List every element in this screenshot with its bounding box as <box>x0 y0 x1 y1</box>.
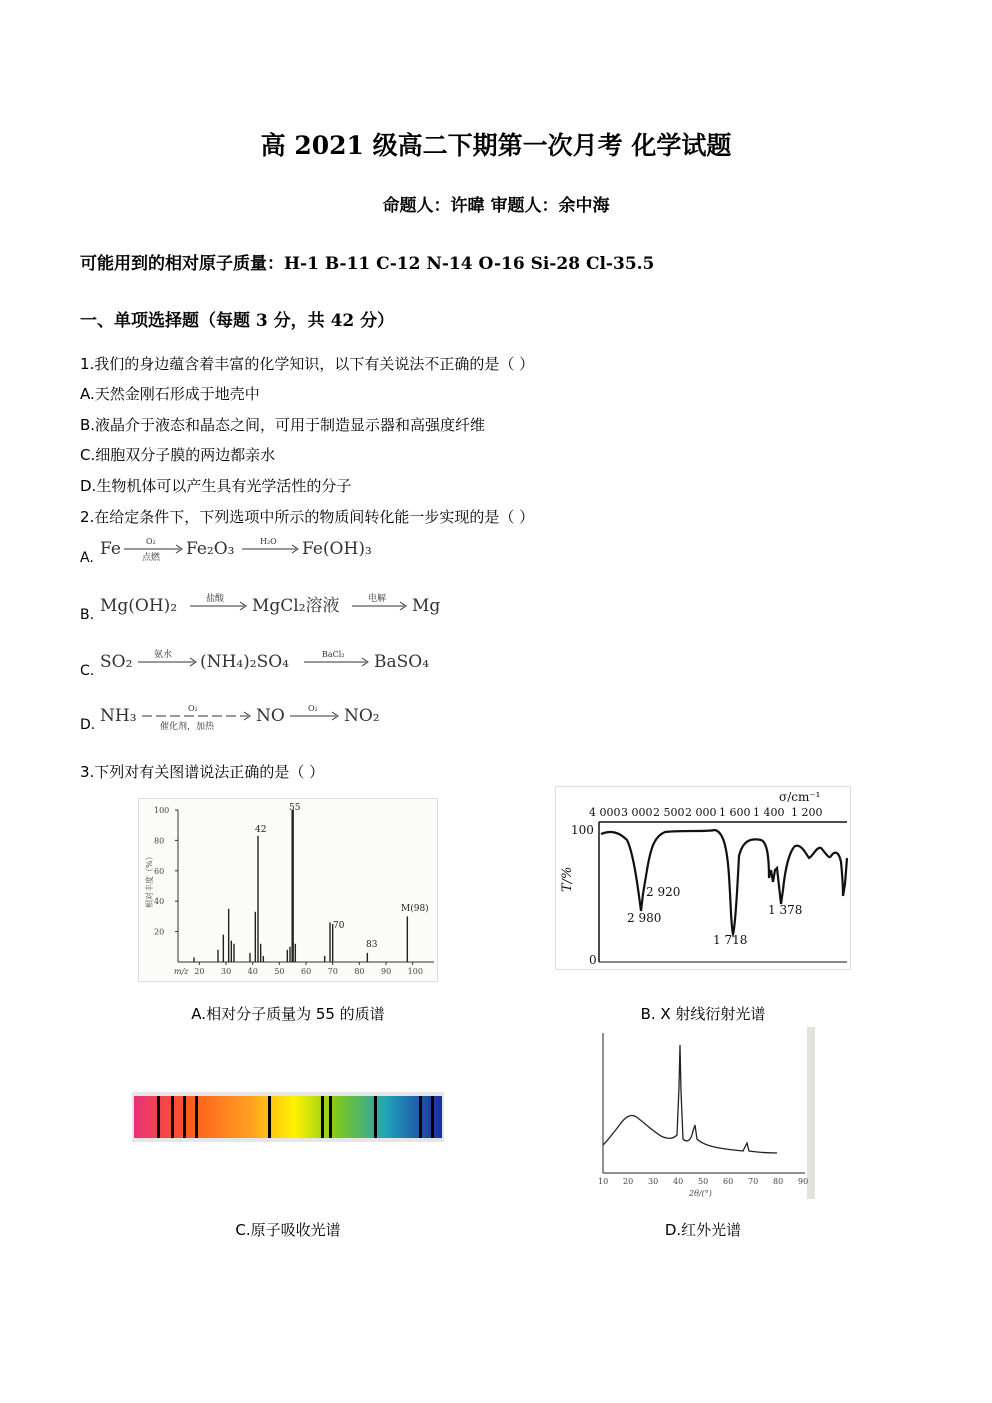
peak-label-m98: M(98) <box>401 904 429 914</box>
condition-top: O₂ <box>308 704 318 713</box>
species: BaSO₄ <box>374 652 430 672</box>
species: Mg <box>412 596 441 616</box>
ir-spectrum-figure <box>555 786 851 970</box>
xrd-xtick: 50 <box>698 1177 709 1186</box>
ir-unit-label: σ/cm⁻¹ <box>779 790 821 804</box>
mass-spec-ytick: 80 <box>154 836 165 846</box>
species: SO₂ <box>100 652 133 672</box>
mass-spec-xtick: 50 <box>274 967 285 976</box>
xrd-pattern-figure <box>593 1027 815 1199</box>
ir-ylabel: T/% <box>560 866 575 892</box>
mass-spec-xtick: 80 <box>354 967 365 976</box>
caption-d: D.红外光谱 <box>664 1221 742 1239</box>
ir-band-1378: 1 378 <box>768 903 803 917</box>
species: NO₂ <box>344 706 380 726</box>
species: NH₃ <box>100 706 137 726</box>
ir-xtick: 1 200 <box>791 806 823 819</box>
ir-xtick: 3 000 <box>621 806 653 819</box>
ir-xtick: 2 500 <box>653 806 685 819</box>
mass-spec-xtick: 30 <box>221 967 232 976</box>
q1-option-c: C.细胞双分子膜的两边都亲水 <box>80 446 276 464</box>
xrd-xtick: 90 <box>798 1177 809 1186</box>
peak-label-55: 55 <box>289 803 301 813</box>
peak-label-83: 83 <box>366 940 378 950</box>
q2-option-c-label: C. <box>80 663 95 679</box>
xrd-xtick: 70 <box>748 1177 759 1186</box>
condition-top: O₂ <box>146 537 156 546</box>
atomic-masses: 可能用到的相对原子质量：H-1 B-11 C-12 N-14 O-16 Si-28 Cl-35.5 <box>80 254 655 274</box>
q1-stem: 1.我们的身边蕴含着丰富的化学知识，以下有关说法不正确的是（ ） <box>80 355 535 373</box>
q2-option-c-equation <box>98 649 458 685</box>
xrd-xtick: 60 <box>723 1177 734 1186</box>
ir-band-1718: 1 718 <box>713 933 748 947</box>
mass-spec-xtick: 20 <box>194 967 205 976</box>
mass-spec-xtick: 100 <box>407 967 423 976</box>
mass-spec-xtick: 70 <box>327 967 338 976</box>
mass-spec-xtick: 60 <box>301 967 312 976</box>
condition-top: O₂ <box>188 704 198 713</box>
ir-band-2980: 2 980 <box>627 911 662 925</box>
ir-xtick: 2 000 <box>685 806 717 819</box>
ir-band-2920: 2 920 <box>646 885 681 899</box>
species: Fe <box>100 539 121 559</box>
peak-label-70: 70 <box>333 921 345 931</box>
q2-option-d-equation <box>98 703 418 739</box>
authors-line: 命题人：许暐 审题人：余中海 <box>382 196 610 216</box>
q2-option-a-equation <box>98 536 398 572</box>
caption-a: A.相对分子质量为 55 的质谱 <box>191 1005 385 1023</box>
mass-spec-xtick: 90 <box>381 967 392 976</box>
species: (NH₄)₂SO₄ <box>200 652 289 672</box>
species: NO <box>256 706 285 726</box>
xrd-xtick: 40 <box>673 1177 684 1186</box>
caption-b: B. X 射线衍射光谱 <box>640 1005 766 1023</box>
xrd-xtick: 80 <box>773 1177 784 1186</box>
q2-stem: 2.在给定条件下，下列选项中所示的物质间转化能一步实现的是（ ） <box>80 508 535 526</box>
ir-ytick-0: 0 <box>589 953 597 967</box>
peak-label-42: 42 <box>255 825 267 835</box>
mass-spec-ytick: 40 <box>154 897 165 907</box>
condition-top: 电解 <box>368 594 387 604</box>
species: Fe₂O₃ <box>186 539 235 559</box>
xrd-xtick: 30 <box>648 1177 659 1186</box>
mass-spec-ytick: 60 <box>154 866 165 876</box>
xrd-xtick: 20 <box>623 1177 634 1186</box>
mass-spec-ytick: 100 <box>154 806 170 815</box>
q2-option-b-equation <box>98 593 458 629</box>
condition-top: H₂O <box>260 537 277 546</box>
caption-c: C.原子吸收光谱 <box>235 1221 341 1239</box>
q2-option-b-label: B. <box>80 607 95 623</box>
q1-option-a: A.天然金刚石形成于地壳中 <box>80 385 260 403</box>
q1-option-d: D.生物机体可以产生具有光学活性的分子 <box>80 477 352 495</box>
condition-bottom: 催化剂，加热 <box>160 722 215 732</box>
page-title: 高 2021 级高二下期第一次月考 化学试题 <box>260 131 732 160</box>
section-title: 一、单项选择题（每题 3 分，共 42 分） <box>80 311 395 331</box>
ir-ytick-100: 100 <box>571 823 594 837</box>
xrd-xlabel: 2θ/(°) <box>689 1189 712 1198</box>
atomic-absorption-spectrum-figure <box>132 1092 444 1142</box>
condition-top: 氨水 <box>154 650 173 660</box>
ir-xtick: 4 000 <box>589 806 621 819</box>
condition-top: BaCl₂ <box>322 650 345 659</box>
xrd-xtick: 10 <box>598 1177 609 1186</box>
q3-stem: 3.下列对有关图谱说法正确的是（ ） <box>80 763 325 781</box>
species: Mg(OH)₂ <box>100 596 178 616</box>
condition-bottom: 点燃 <box>142 553 161 563</box>
mass-spec-ylabel: 相对丰度（%） <box>145 852 154 908</box>
condition-top: 盐酸 <box>206 594 225 604</box>
species: Fe(OH)₃ <box>302 539 372 559</box>
q2-option-d-label: D. <box>80 717 96 733</box>
species: MgCl₂溶液 <box>252 596 340 616</box>
ir-xtick: 1 600 <box>719 806 751 819</box>
mass-spec-ytick: 20 <box>154 927 165 937</box>
q2-option-a-label: A. <box>80 550 94 566</box>
mass-spectrum-figure <box>138 798 438 982</box>
mass-spec-xtick: 40 <box>247 967 258 976</box>
ir-xtick: 1 400 <box>753 806 785 819</box>
mass-spec-xlabel: m/z <box>174 967 189 976</box>
q1-option-b: B.液晶介于液态和晶态之间，可用于制造显示器和高强度纤维 <box>80 416 486 434</box>
